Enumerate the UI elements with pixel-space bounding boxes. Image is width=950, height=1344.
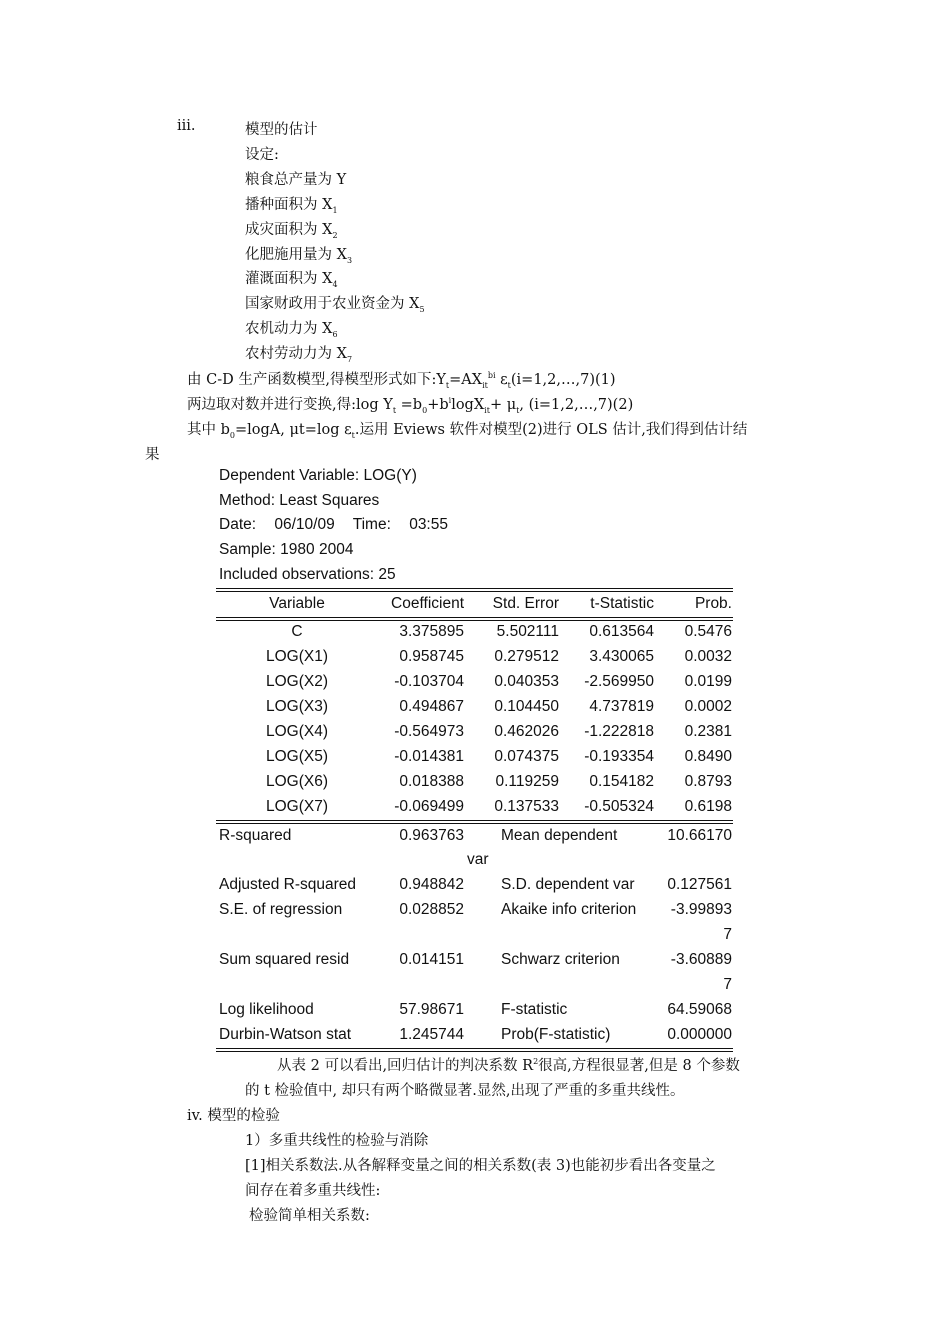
row-prob: 0.2381 [684, 723, 732, 740]
row-std-error: 0.119259 [495, 773, 559, 790]
b0-definition-wrap: 果 [145, 447, 160, 463]
subsection-heading: 1）多重共线性的检验与消除 [245, 1133, 429, 1149]
row-prob: 0.6198 [684, 798, 732, 815]
row-coefficient: 3.375895 [399, 623, 464, 640]
column-header-prob: Prob. [694, 595, 732, 612]
stat-ssr-label: Sum squared resid [219, 951, 350, 968]
stat-aic-value-wrap: 7 [723, 926, 732, 943]
row-coefficient: -0.069499 [394, 798, 464, 815]
correlation-check-line: 检验简单相关系数: [249, 1208, 370, 1224]
row-std-error: 5.502111 [496, 623, 559, 640]
column-header-t-statistic: t-Statistic [590, 595, 654, 612]
row-t-statistic: -0.193354 [584, 748, 654, 765]
row-std-error: 0.279512 [494, 648, 559, 665]
row-t-statistic: 4.737819 [589, 698, 654, 715]
row-t-statistic: 0.154182 [589, 773, 654, 790]
stat-schwarz-value-wrap: 7 [723, 976, 732, 993]
row-coefficient: 0.958745 [399, 648, 464, 665]
coef-bottom-rule [216, 820, 733, 821]
definition-item: 国家财政用于农业资金为 $X_5$ [245, 296, 425, 314]
paragraph-line-2: 间存在着多重共线性: [245, 1183, 381, 1199]
row-prob: 0.0199 [684, 673, 732, 690]
definition-item: 粮食总产量为 Y [245, 172, 347, 188]
row-coefficient: -0.564973 [394, 723, 464, 740]
row-prob: 0.5476 [684, 623, 732, 640]
row-variable: LOG(X4) [265, 723, 328, 740]
model-formula-line: 由 C-D 生产函数模型,得模型形式如下$:Y_t=AX_{it}^{bi}$ $\varepsilon_t(i=1,2,\dots,7)(1)$ [187, 371, 616, 390]
table-bottom-rule-double [216, 1051, 733, 1052]
row-variable: C [291, 623, 303, 640]
stat-ssr-value: 0.014151 [399, 951, 464, 968]
definition-item: 化肥施用量为 $X_3$ [245, 247, 353, 265]
stat-f-statistic-value: 64.59068 [667, 1001, 732, 1018]
stat-r-squared-value: 0.963763 [399, 827, 464, 844]
row-prob: 0.8793 [684, 773, 732, 790]
b0-definition-line: 其中 $b_0=\log A$, μt=log $\varepsilon_t$.运用 Eviews 软件对模型(2)进行 OLS 估计,我们得到估计结 [187, 422, 748, 440]
row-prob: 0.0002 [684, 698, 732, 715]
row-coefficient: -0.103704 [394, 673, 464, 690]
stat-mean-dep-value: 10.66170 [667, 827, 732, 844]
definition-item: 成灾面积为 $X_2$ [245, 222, 338, 240]
coef-bottom-rule-double [216, 823, 733, 824]
eviews-observations: Included observations: 25 [219, 566, 396, 583]
row-variable: LOG(X3) [265, 698, 328, 715]
column-header-coefficient: Coefficient [391, 595, 464, 612]
row-prob: 0.0032 [684, 648, 732, 665]
row-coefficient: 0.494867 [399, 698, 464, 715]
conclusion-line-1: 从表 2 可以看出,回归估计的判决系数 $R^2$很高,方程很显著,但是 8 个参数 [277, 1057, 740, 1074]
setting-label: 设定: [245, 147, 279, 163]
row-t-statistic: 3.430065 [589, 648, 654, 665]
stat-f-statistic-label: F-statistic [501, 1001, 568, 1018]
stat-log-likelihood-label: Log likelihood [219, 1001, 314, 1018]
row-variable: LOG(X1) [265, 648, 328, 665]
stat-adj-r-squared-label: Adjusted R-squared [219, 876, 356, 893]
header-bottom-rule [216, 617, 733, 618]
row-t-statistic: -2.569950 [584, 673, 654, 690]
stat-mean-dep-label-wrap: var [467, 851, 489, 868]
stat-adj-r-squared-value: 0.948842 [399, 876, 464, 893]
row-std-error: 0.104450 [494, 698, 559, 715]
stat-schwarz-label: Schwarz criterion [501, 951, 620, 968]
column-header-variable: Variable [269, 595, 325, 612]
section-number: iii. [177, 118, 196, 134]
definition-item: 农机动力为 $X_6$ [245, 321, 338, 339]
row-coefficient: 0.018388 [399, 773, 464, 790]
row-prob: 0.8490 [684, 748, 732, 765]
row-std-error: 0.040353 [494, 673, 559, 690]
definition-item: 灌溉面积为 $X_4$ [245, 271, 338, 289]
row-std-error: 0.074375 [494, 748, 559, 765]
row-coefficient: -0.014381 [394, 748, 464, 765]
section-iv-heading: iv. 模型的检验 [187, 1108, 280, 1124]
stat-r-squared-label: R-squared [219, 827, 292, 844]
row-variable: LOG(X2) [265, 673, 328, 690]
row-variable: LOG(X7) [265, 798, 328, 815]
row-std-error: 0.462026 [494, 723, 559, 740]
stat-log-likelihood-value: 57.98671 [399, 1001, 464, 1018]
row-variable: LOG(X6) [265, 773, 328, 790]
table-top-rule-double [216, 591, 733, 592]
eviews-dependent-variable: Dependent Variable: LOG(Y) [219, 467, 417, 484]
log-formula-line: 两边取对数并进行变换,得:log $Y_t =b_0+b^i\log X_{it}+ \mu_t$, (i=1,2,…,7)(2) [187, 396, 634, 415]
stat-se-regression-label: S.E. of regression [219, 901, 343, 918]
section-title: 模型的估计 [245, 122, 318, 138]
row-t-statistic: -1.222818 [584, 723, 654, 740]
stat-schwarz-value: -3.60889 [670, 951, 732, 968]
stat-sd-dep-value: 0.127561 [667, 876, 732, 893]
eviews-sample: Sample: 1980 2004 [219, 541, 354, 558]
stat-durbin-watson-label: Durbin-Watson stat [219, 1026, 352, 1043]
stat-mean-dep-label: Mean dependent [501, 827, 618, 844]
conclusion-line-2: 的 t 检验值中, 却只有两个略微显著.显然,出现了严重的多重共线性。 [245, 1083, 685, 1099]
stat-se-regression-value: 0.028852 [399, 901, 464, 918]
stat-prob-f-label: Prob(F-statistic) [501, 1026, 611, 1043]
definition-item: 农村劳动力为 $X_7$ [245, 346, 353, 364]
paragraph-line-1: [1]相关系数法.从各解释变量之间的相关系数(表 3)也能初步看出各变量之 [245, 1158, 716, 1174]
table-top-rule [216, 588, 733, 589]
eviews-date-time: Date: 06/10/09 Time: 03:55 [219, 516, 448, 533]
row-t-statistic: -0.505324 [584, 798, 654, 815]
definition-item: 播种面积为 $X_1$ [245, 197, 338, 215]
stat-durbin-watson-value: 1.245744 [399, 1026, 464, 1043]
stat-aic-label: Akaike info criterion [501, 901, 637, 918]
row-variable: LOG(X5) [265, 748, 328, 765]
header-bottom-rule-double [216, 620, 733, 621]
table-bottom-rule [216, 1048, 733, 1049]
row-t-statistic: 0.613564 [589, 623, 654, 640]
eviews-method: Method: Least Squares [219, 492, 380, 509]
stat-aic-value: -3.99893 [670, 901, 732, 918]
stat-sd-dep-label: S.D. dependent var [501, 876, 635, 893]
stat-prob-f-value: 0.000000 [667, 1026, 732, 1043]
column-header-std-error: Std. Error [492, 595, 559, 612]
row-std-error: 0.137533 [494, 798, 559, 815]
